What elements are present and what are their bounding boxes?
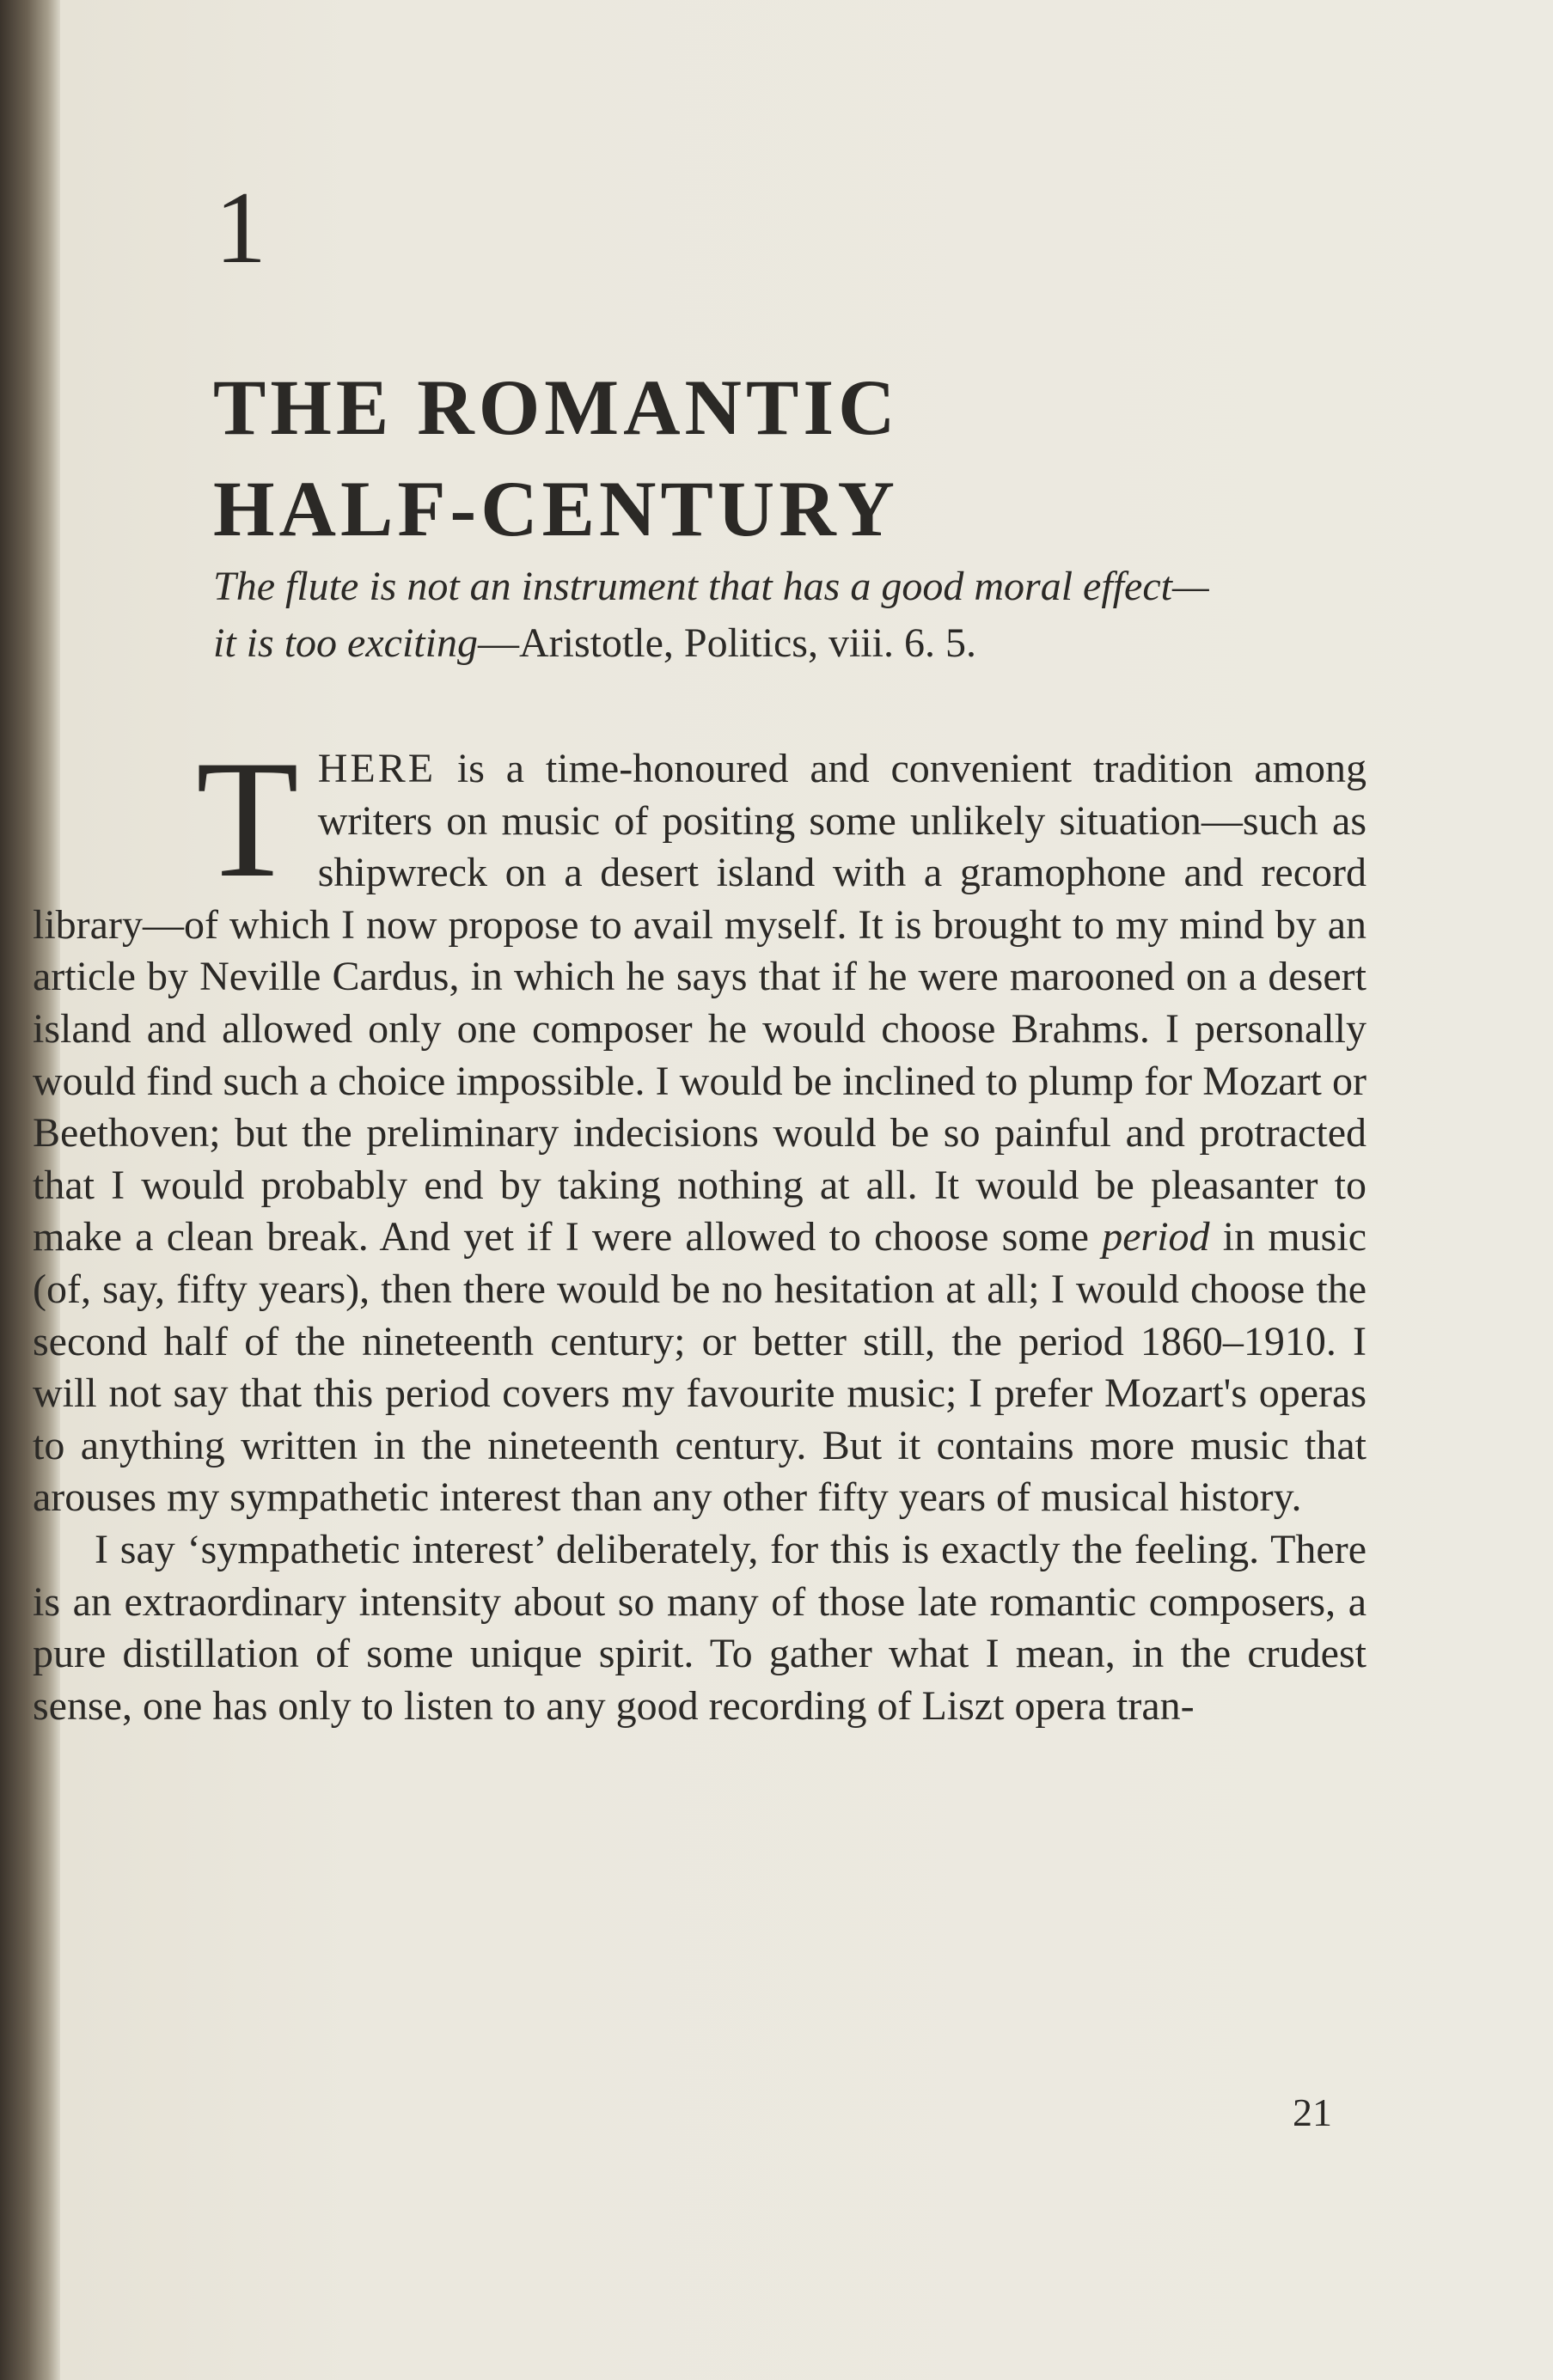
book-page bbox=[33, 0, 1553, 2380]
chapter-title-line-2: HALF-CENTURY bbox=[213, 465, 899, 552]
epigraph bbox=[213, 558, 1382, 672]
page-number: 21 bbox=[1293, 2090, 1332, 2134]
epigraph-line-1: The flute is not an instrument that has a good moral effect— bbox=[213, 564, 1209, 609]
paragraph-2: I say ‘sympathetic interest’ deliberately, for this is exactly the feeling. There is an extraordinary intensity about so many of those late romantic composers, a pure distillation of some unique spirit. To gather what I mean, in the crudest sense, one has only to listen to any good recording of Liszt opera tran- bbox=[33, 1526, 1367, 1729]
chapter-title-line-1: THE ROMANTIC bbox=[213, 363, 900, 451]
chapter-number: 1 bbox=[215, 170, 266, 284]
paragraph-1-rest: in music (of, say, fifty years), then there would be no hesitation at all; I would choose the second half of the nineteenth century; or better still, the period 1860–1910. I will not say that this period covers my favourite music; I prefer Mozart's operas to anything written in the nineteenth century. But it contains more music that arouses my sympathetic interest than any other fifty years of musical history. bbox=[33, 1214, 1367, 1521]
chapter-body bbox=[33, 726, 1367, 1732]
paragraph-1-text: is a time-honoured and convenient tradition among writers on music of positing some unlikely situation—such as shipwreck on a desert island with a gramophone and record library—of which I now propose to avail myself. It is brought to my mind by an article by Neville Cardus, in which he says that if he were marooned on a desert island and allowed only one composer he would choose Brahms. I personally would find such a choice impossible. I would be inclined to plump for Mozart or Beethoven; but the preliminary indecisions would be so painful and protracted that I would probably end by taking nothing at all. It would be pleasanter to make a clean break. And yet if I were allowed to choose some bbox=[33, 746, 1367, 1260]
epigraph-line-2-quote: it is too exciting bbox=[213, 620, 478, 666]
paragraph-1 bbox=[33, 726, 1367, 1524]
epigraph-attribution: —Aristotle, Politics, viii. 6. 5. bbox=[477, 620, 976, 666]
paragraph-1-italic: period bbox=[1102, 1214, 1210, 1260]
drop-cap: T bbox=[196, 726, 299, 912]
small-caps-opening: HERE bbox=[317, 746, 437, 791]
chapter-title bbox=[213, 357, 900, 559]
